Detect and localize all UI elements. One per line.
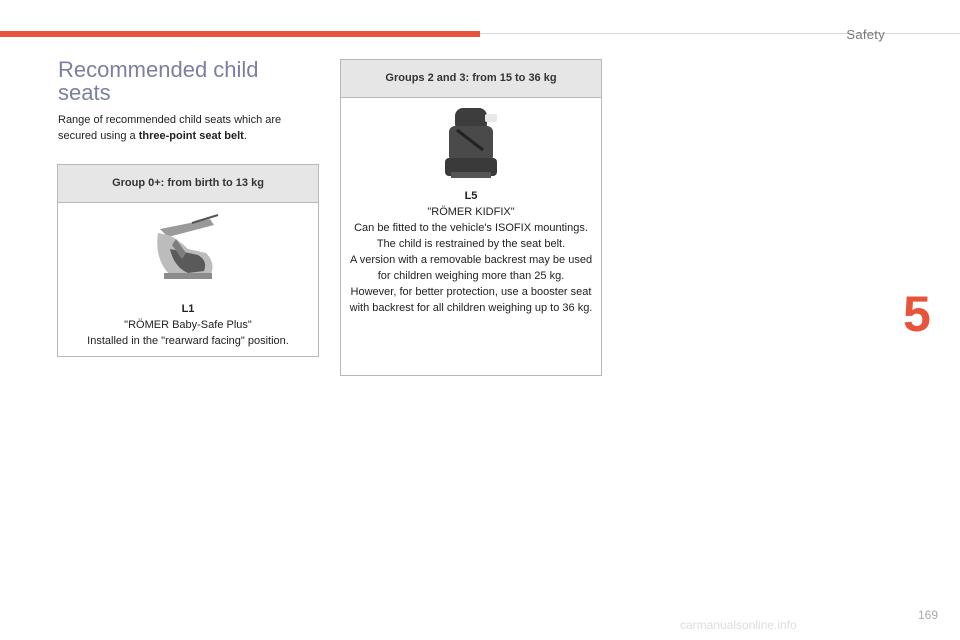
intro-paragraph [58, 112, 318, 144]
card-body [58, 209, 318, 349]
booster-seat-image [441, 106, 501, 182]
chapter-number: 5 [903, 286, 931, 342]
seat-desc-line: "RÖMER KIDFIX" [427, 206, 515, 218]
seat-desc-line: Installed in the "rearward facing" position. [87, 335, 289, 347]
card-body [341, 106, 601, 316]
page-title: Recommended child seats [58, 57, 259, 105]
top-accent-bar [0, 31, 480, 37]
baby-seat-image [148, 209, 228, 289]
intro-text: Range of recommended child seats which are secured using a [58, 114, 282, 142]
seat-desc-line: A version with a removable backrest may be used for children weighing more than 25 kg. [349, 254, 593, 282]
seat-desc-line: The child is restrained by the seat belt. [376, 238, 566, 250]
seat-desc-line: However, for better protection, use a booster seat with backrest for all children weighing up to 36 kg. [349, 286, 593, 314]
seat-desc-line: Can be fitted to the vehicle's ISOFIX mountings. [354, 222, 588, 234]
section-label: Safety [846, 27, 885, 42]
top-rule [480, 33, 960, 34]
child-seat-card-group-0 [57, 164, 319, 357]
card-heading: Group 0+: from birth to 13 kg [58, 165, 318, 203]
child-seat-card-group-2-3 [340, 59, 602, 376]
watermark: carmanualsonline.info [680, 618, 797, 632]
seat-desc-line: "RÖMER Baby-Safe Plus" [124, 319, 252, 331]
seat-ref: L5 [464, 190, 478, 202]
page-number: 169 [917, 608, 938, 622]
intro-bold: three-point seat belt [138, 130, 244, 142]
intro-text-end: . [243, 130, 247, 142]
seat-ref: L1 [181, 303, 195, 315]
card-heading: Groups 2 and 3: from 15 to 36 kg [341, 60, 601, 98]
